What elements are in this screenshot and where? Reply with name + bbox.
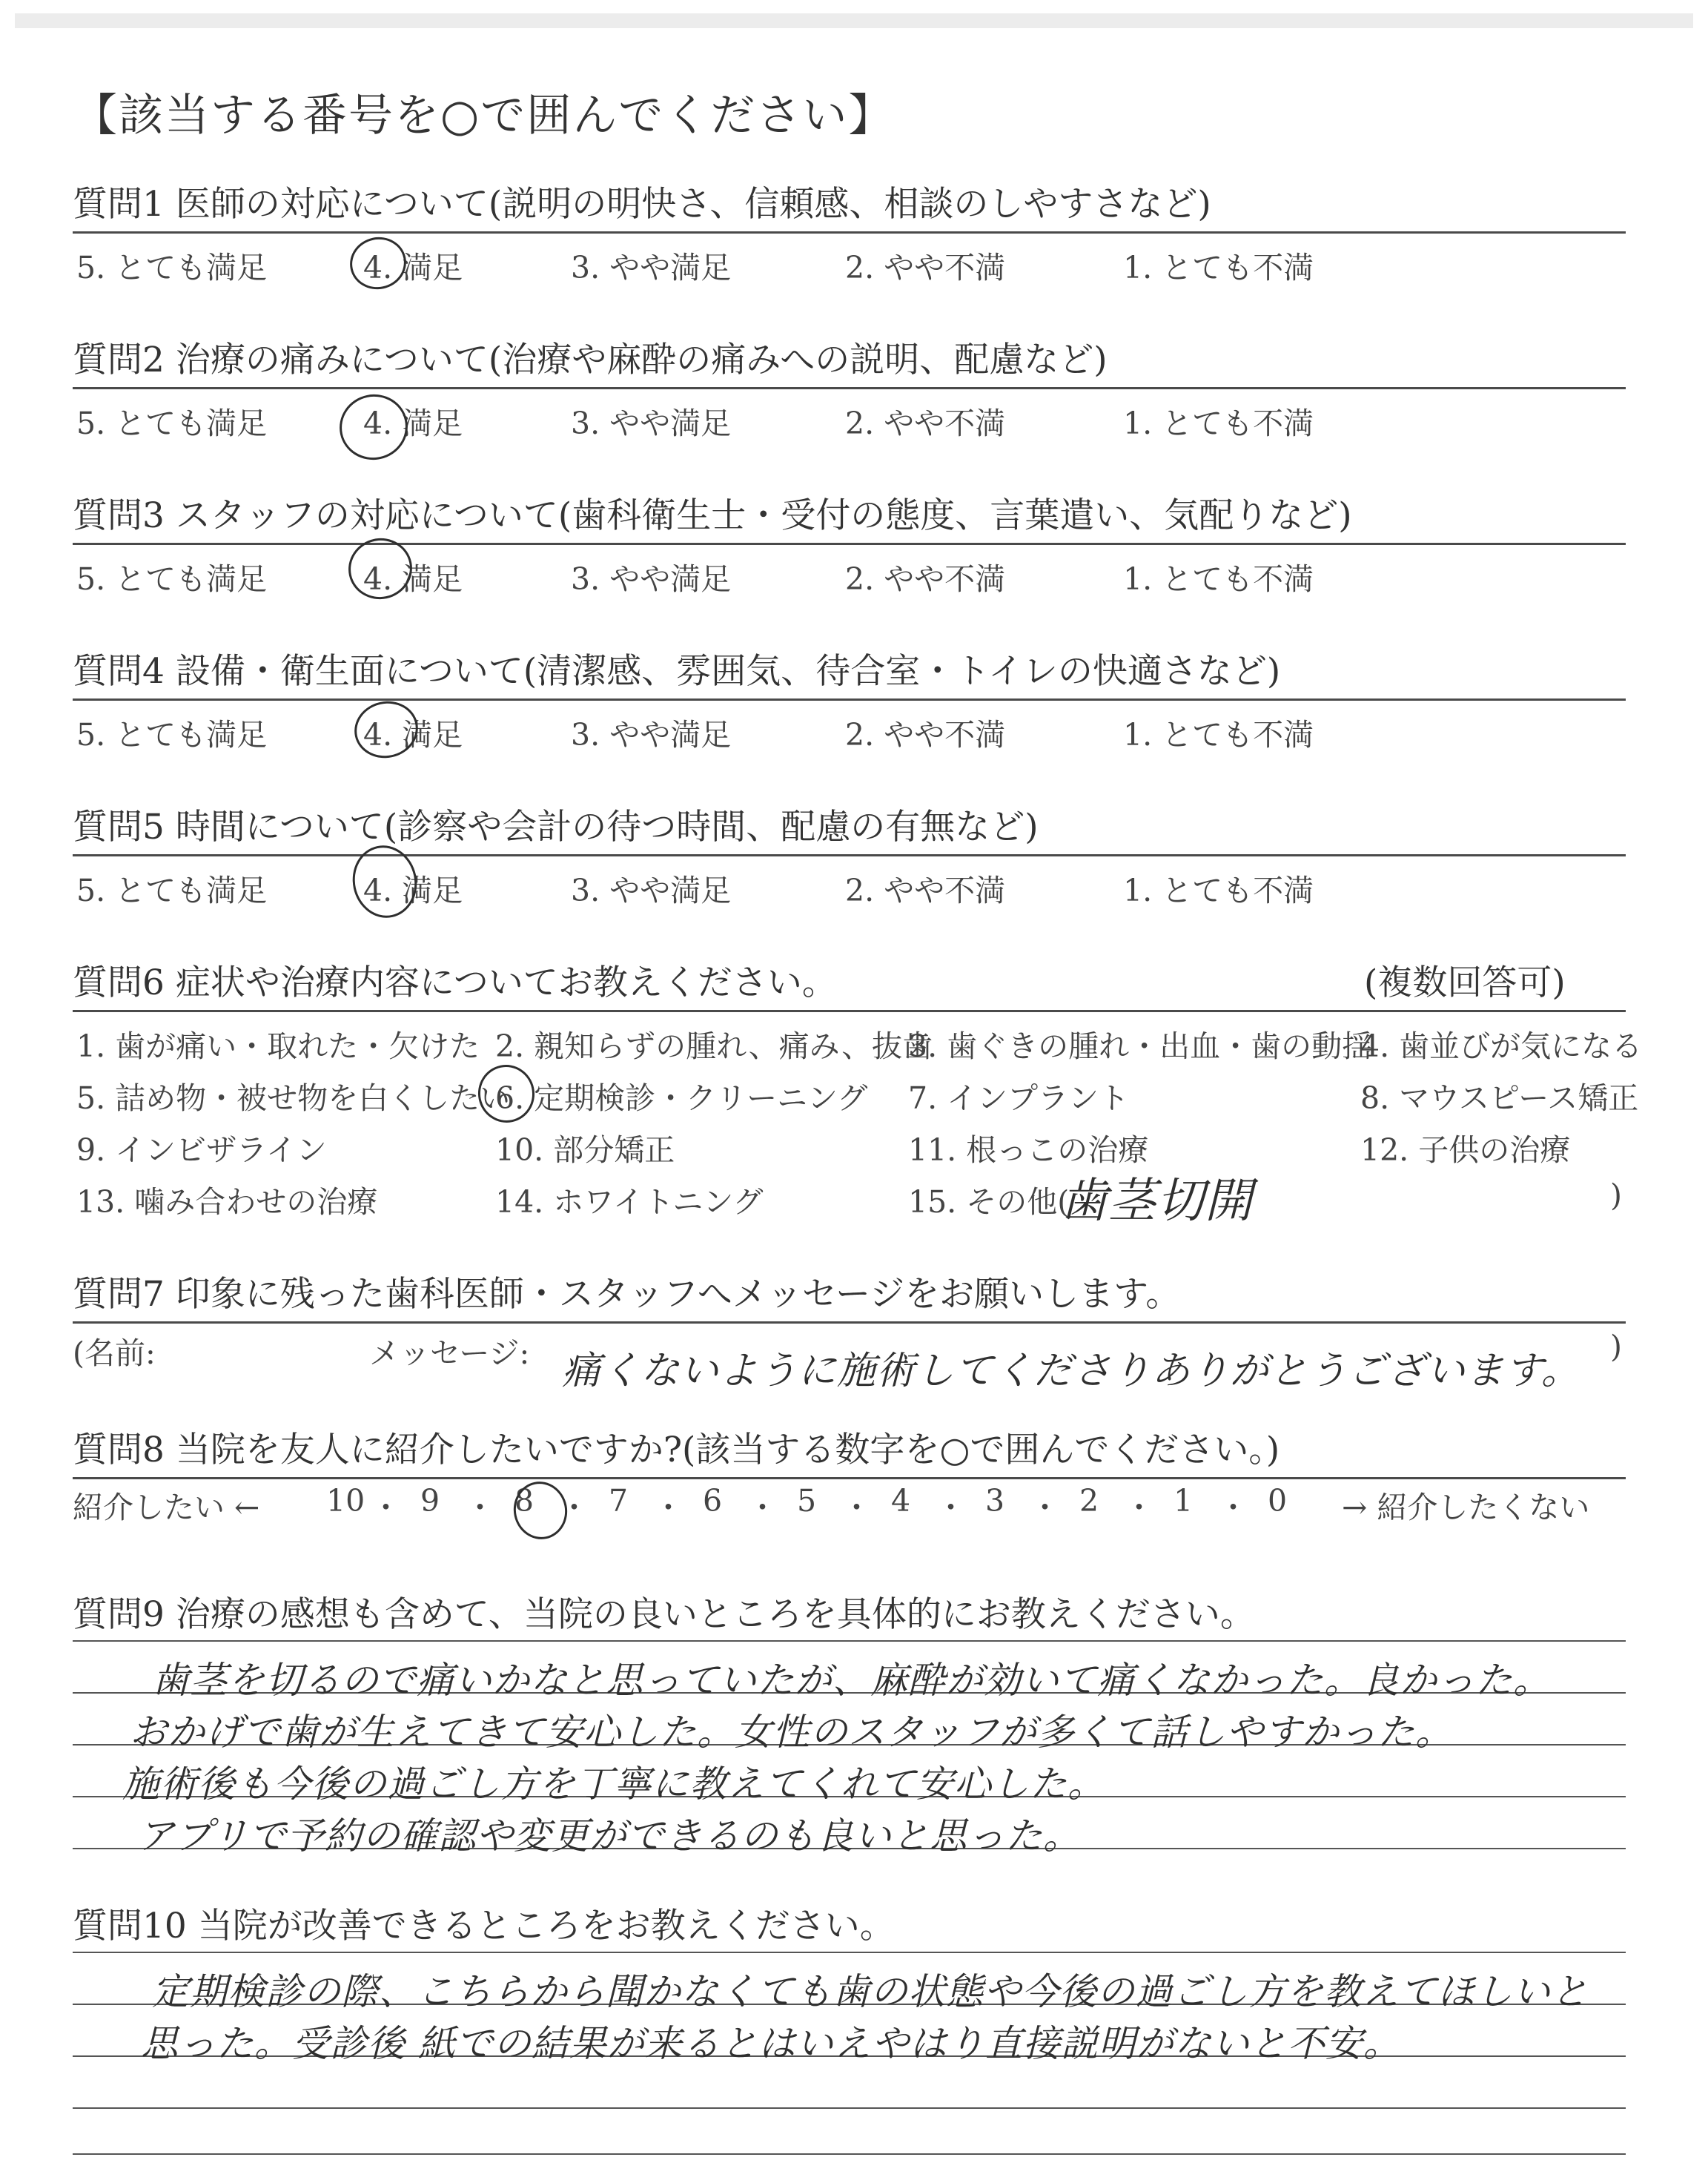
symptom-option-5[interactable]: 5. 詰め物・被せ物を白くしたい xyxy=(76,1080,511,1116)
scale-separator: ・ xyxy=(371,1490,401,1525)
message-handwritten: 痛くないように施術してくださりありがとうございます。 xyxy=(562,1349,1580,1393)
scale-value[interactable]: 3 xyxy=(985,1483,1005,1519)
symptom-option-10[interactable]: 10. 部分矯正 xyxy=(495,1132,675,1168)
question-2-rule xyxy=(73,387,1626,389)
recommend-right-label: → 紹介したくない xyxy=(1342,1490,1590,1525)
question-6-rule xyxy=(73,1010,1626,1012)
option-4[interactable]: 4. 満足 xyxy=(363,406,463,441)
option-5[interactable]: 5. とても満足 xyxy=(76,561,268,597)
q9-handwritten-line-4: アプリで予約の確認や変更ができるのも良いと思った。 xyxy=(137,1814,1081,1857)
option-1[interactable]: 1. とても不満 xyxy=(1123,873,1314,908)
option-1[interactable]: 1. とても不満 xyxy=(1123,250,1314,285)
question-6-text: 質問6 症状や治療内容についてお教えください。 xyxy=(73,962,837,1003)
symptom-option-13[interactable]: 13. 噛み合わせの治療 xyxy=(76,1184,378,1220)
question-9-text: 質問9 治療の感想も含めて、当院の良いところを具体的にお教えください。 xyxy=(73,1594,1255,1635)
q10-handwritten-line-2: 思った。受診後 紙での結果が来るとはいえやはり直接説明がないと不安。 xyxy=(141,2022,1401,2065)
question-1-rule xyxy=(73,231,1626,234)
option-4[interactable]: 4. 満足 xyxy=(363,250,463,285)
symptom-option-4[interactable]: 4. 歯並びが気になる xyxy=(1360,1028,1643,1064)
option-2[interactable]: 2. やや不満 xyxy=(845,561,1006,597)
option-3[interactable]: 3. やや満足 xyxy=(571,561,732,597)
option-1[interactable]: 1. とても不満 xyxy=(1123,717,1314,753)
scale-separator: ・ xyxy=(559,1490,589,1525)
answer-line xyxy=(73,2153,1626,2155)
option-2[interactable]: 2. やや不満 xyxy=(845,406,1006,441)
question-6-note: (複数回答可) xyxy=(1364,962,1566,1003)
message-close-paren: ) xyxy=(1610,1329,1622,1364)
question-8-rule xyxy=(73,1477,1626,1479)
symptom-option-6[interactable]: 6. 定期検診・クリーニング xyxy=(495,1080,868,1116)
scale-value[interactable]: 1 xyxy=(1174,1483,1194,1519)
question-5-text: 質問5 時間について(診察や会計の待つ時間、配慮の有無など) xyxy=(73,807,1039,848)
option-1[interactable]: 1. とても不満 xyxy=(1123,406,1314,441)
q9-handwritten-line-1: 歯茎を切るので痛いかなと思っていたが、麻酔が効いて痛くなかった。良かった。 xyxy=(152,1659,1551,1702)
form-title: 【該当する番号を○で囲んでください】 xyxy=(73,90,895,142)
option-3[interactable]: 3. やや満足 xyxy=(571,717,732,753)
question-3-rule xyxy=(73,543,1626,545)
scale-value[interactable]: 10 xyxy=(326,1483,365,1519)
q10-handwritten-line-1: 定期検診の際、こちらから聞かなくても歯の状態や今後の過ごし方を教えてほしいと xyxy=(152,1970,1589,2013)
other-handwritten: 歯茎切開 xyxy=(1060,1174,1253,1229)
answer-line xyxy=(73,2107,1626,2109)
q9-handwritten-line-3: 施術後も今後の過ごし方を丁寧に教えてくれて安心した。 xyxy=(122,1763,1105,1806)
scale-separator: ・ xyxy=(936,1490,966,1525)
question-7-rule xyxy=(73,1321,1626,1324)
symptom-option-14[interactable]: 14. ホワイトニング xyxy=(495,1184,764,1220)
option-5[interactable]: 5. とても満足 xyxy=(76,873,268,908)
selection-circle xyxy=(346,839,423,924)
scale-separator: ・ xyxy=(841,1490,872,1525)
option-5[interactable]: 5. とても満足 xyxy=(76,250,268,285)
option-2[interactable]: 2. やや不満 xyxy=(845,250,1006,285)
question-2-text: 質問2 治療の痛みについて(治療や麻酔の痛みへの説明、配慮など) xyxy=(73,340,1108,380)
option-5[interactable]: 5. とても満足 xyxy=(76,717,268,753)
other-close-paren: ) xyxy=(1610,1178,1622,1213)
recommend-left-label: 紹介したい ← xyxy=(73,1490,260,1525)
question-5-rule xyxy=(73,854,1626,856)
symptom-option-11[interactable]: 11. 根っこの治療 xyxy=(908,1132,1149,1168)
scale-value[interactable]: 6 xyxy=(703,1483,723,1519)
option-3[interactable]: 3. やや満足 xyxy=(571,406,732,441)
scale-value[interactable]: 2 xyxy=(1079,1483,1099,1519)
scale-value[interactable]: 0 xyxy=(1268,1483,1288,1519)
scale-value[interactable]: 5 xyxy=(797,1483,817,1519)
message-label: メッセージ: xyxy=(369,1335,530,1371)
scale-separator: ・ xyxy=(465,1490,495,1525)
scale-separator: ・ xyxy=(747,1490,778,1525)
question-8-text: 質問8 当院を友人に紹介したいですか?(該当する数字を○で囲んでください。) xyxy=(73,1430,1280,1470)
scale-separator: ・ xyxy=(1218,1490,1248,1525)
scale-value[interactable]: 9 xyxy=(420,1483,440,1519)
option-4[interactable]: 4. 満足 xyxy=(363,873,463,908)
option-4[interactable]: 4. 満足 xyxy=(363,717,463,753)
symptom-option-2[interactable]: 2. 親知らずの腫れ、痛み、抜歯 xyxy=(495,1028,933,1064)
answer-line xyxy=(73,1640,1626,1642)
scale-separator: ・ xyxy=(653,1490,683,1525)
option-2[interactable]: 2. やや不満 xyxy=(845,873,1006,908)
symptom-option-12[interactable]: 12. 子供の治療 xyxy=(1360,1132,1571,1168)
question-7-text: 質問7 印象に残った歯科医師・スタッフへメッセージをお願いします。 xyxy=(73,1274,1181,1315)
scale-separator: ・ xyxy=(1124,1490,1154,1525)
symptom-option-7[interactable]: 7. インプラント xyxy=(908,1080,1130,1116)
scale-value[interactable]: 4 xyxy=(891,1483,911,1519)
question-3-text: 質問3 スタッフの対応について(歯科衛生士・受付の態度、言葉遣い、気配りなど) xyxy=(73,495,1352,536)
option-5[interactable]: 5. とても満足 xyxy=(76,406,268,441)
question-4-rule xyxy=(73,698,1626,701)
question-4-text: 質問4 設備・衛生面について(清潔感、雰囲気、待合室・トイレの快適さなど) xyxy=(73,651,1281,692)
option-1[interactable]: 1. とても不満 xyxy=(1123,561,1314,597)
symptom-option-1[interactable]: 1. 歯が痛い・取れた・欠けた xyxy=(76,1028,480,1064)
option-4[interactable]: 4. 満足 xyxy=(363,561,463,597)
question-10-text: 質問10 当院が改善できるところをお教えください。 xyxy=(73,1906,895,1946)
scale-separator: ・ xyxy=(1030,1490,1060,1525)
option-3[interactable]: 3. やや満足 xyxy=(571,250,732,285)
scale-value[interactable]: 7 xyxy=(609,1483,629,1519)
question-1-text: 質問1 医師の対応について(説明の明快さ、信頼感、相談のしやすさなど) xyxy=(73,184,1211,225)
scale-value[interactable]: 8 xyxy=(514,1483,534,1519)
symptom-option-3[interactable]: 3. 歯ぐきの腫れ・出血・歯の動揺 xyxy=(908,1028,1373,1064)
option-3[interactable]: 3. やや満足 xyxy=(571,873,732,908)
symptom-option-9[interactable]: 9. インビザライン xyxy=(76,1132,327,1168)
scan-top-band xyxy=(15,13,1693,28)
name-label: (名前: xyxy=(73,1335,156,1371)
option-2[interactable]: 2. やや不満 xyxy=(845,717,1006,753)
symptom-option-15[interactable]: 15. その他( xyxy=(908,1184,1070,1220)
selection-circle xyxy=(473,1060,540,1128)
q9-handwritten-line-2: おかげで歯が生えてきて安心した。女性のスタッフが多くて話しやすかった。 xyxy=(130,1711,1453,1754)
symptom-option-8[interactable]: 8. マウスピース矯正 xyxy=(1360,1080,1639,1116)
answer-line xyxy=(73,1952,1626,1953)
